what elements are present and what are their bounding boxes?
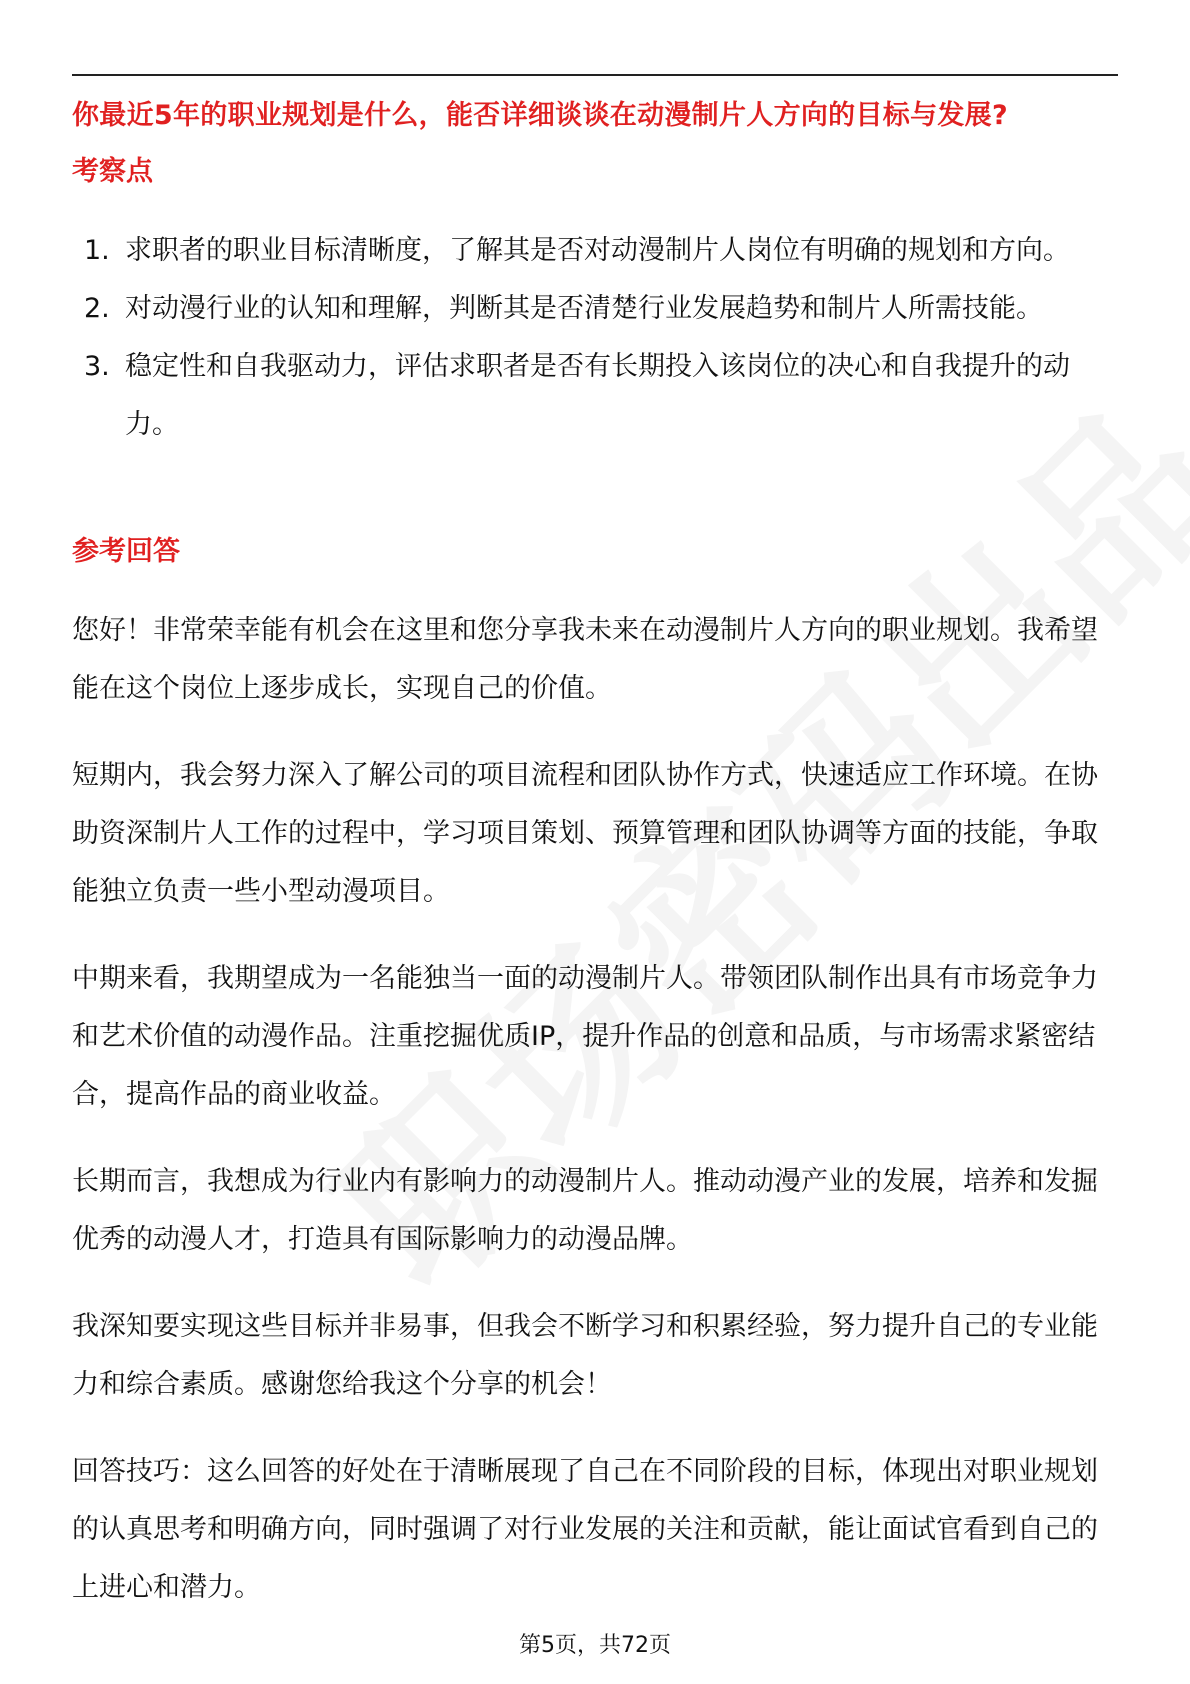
answer-paragraph: 我深知要实现这些目标并非易事，但我会不断学习和积累经验，努力提升自己的专业能力和综合素质。感谢您给我这个分享的机会！ [72, 1311, 1098, 1400]
list-item [72, 338, 1122, 454]
section-heading-answer: 参考回答 [72, 536, 180, 567]
top-rule [72, 74, 1118, 76]
list-item-number: 2. [84, 293, 110, 324]
list-item-text: 对动漫行业的认知和理解，判断其是否清楚行业发展趋势和制片人所需技能。 [125, 293, 1043, 324]
answer-paragraph: 中期来看，我期望成为一名能独当一面的动漫制片人。带领团队制作出具有市场竞争力和艺术价值的动漫作品。注重挖掘优质IP，提升作品的创意和品质，与市场需求紧密结合，提高作品的商业收益。 [72, 963, 1098, 1110]
points-list [72, 222, 1122, 454]
answer-paragraph: 您好！非常荣幸能有机会在这里和您分享我未来在动漫制片人方向的职业规划。我希望能在这个岗位上逐步成长，实现自己的价值。 [72, 615, 1098, 704]
list-item [72, 280, 1122, 338]
list-item-text: 稳定性和自我驱动力，评估求职者是否有长期投入该岗位的决心和自我提升的动力。 [125, 351, 1070, 440]
list-item-text: 求职者的职业目标清晰度，了解其是否对动漫制片人岗位有明确的规划和方向。 [125, 235, 1070, 266]
list-item-number: 3. [84, 351, 110, 382]
answer-tips-paragraph: 回答技巧：这么回答的好处在于清晰展现了自己在不同阶段的目标，体现出对职业规划的认真思考和明确方向，同时强调了对行业发展的关注和贡献，能让面试官看到自己的上进心和潜力。 [72, 1456, 1098, 1603]
list-item [72, 222, 1122, 280]
question-title: 你最近5年的职业规划是什么，能否详细谈谈在动漫制片人方向的目标与发展? [72, 100, 1008, 131]
answer-paragraph: 长期而言，我想成为行业内有影响力的动漫制片人。推动动漫产业的发展，培养和发掘优秀的动漫人才，打造具有国际影响力的动漫品牌。 [72, 1166, 1098, 1255]
page-footer: 第5页，共72页 [519, 1633, 671, 1658]
list-item-number: 1. [84, 235, 110, 266]
answer-paragraph: 短期内，我会努力深入了解公司的项目流程和团队协作方式，快速适应工作环境。在协助资深制片人工作的过程中，学习项目策划、预算管理和团队协调等方面的技能，争取能独立负责一些小型动漫项目。 [72, 760, 1098, 907]
section-heading-points: 考察点 [72, 156, 153, 187]
